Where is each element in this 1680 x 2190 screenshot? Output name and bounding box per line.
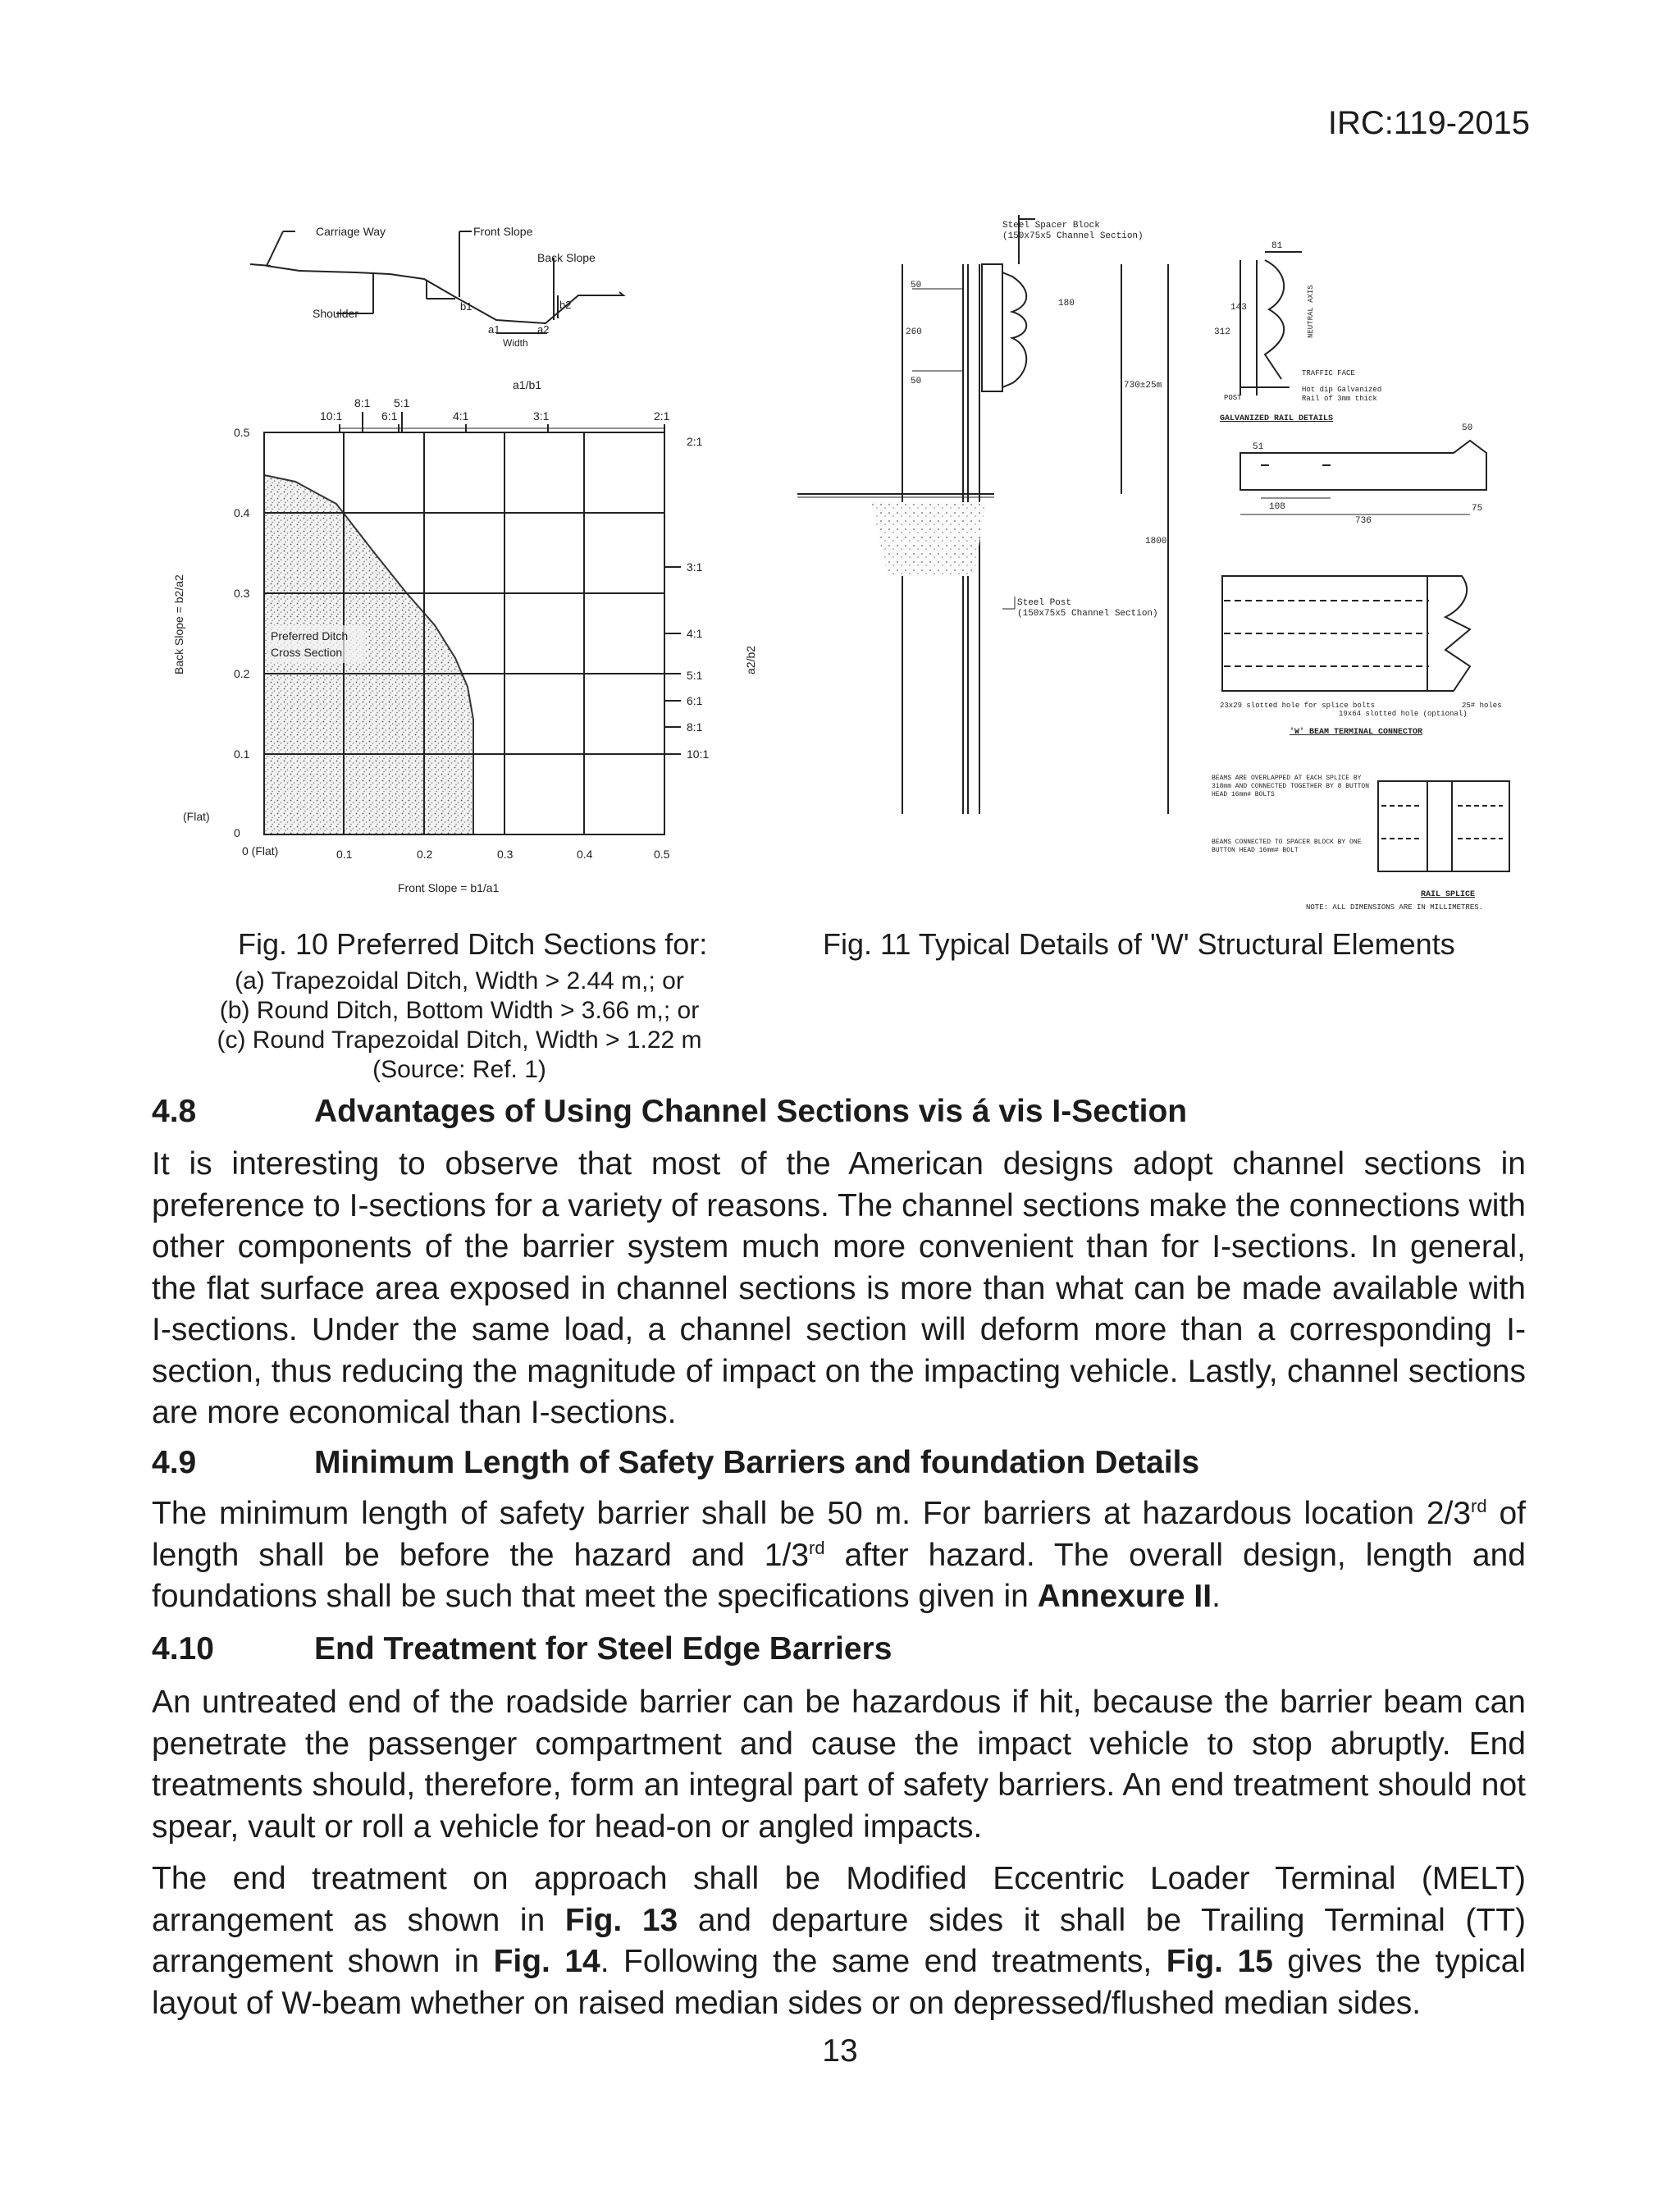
section-title: Minimum Length of Safety Barriers and foundation Details — [314, 1445, 1200, 1480]
label-a1-b1: a1/b1 — [513, 378, 542, 391]
y-tick-0-1: 0.1 — [234, 748, 250, 761]
dim-143: 143 — [1230, 303, 1247, 313]
dim-51: 51 — [1253, 442, 1264, 452]
top-ratio-6: 6:1 — [381, 409, 398, 423]
dim-75: 75 — [1472, 504, 1483, 514]
label-terminal: 'W' BEAM TERMINAL CONNECTOR — [1290, 728, 1423, 737]
text-run: The end treatment on approach shall be Modified Eccentric Loader Terminal (MELT) arrangement as shown in — [152, 1861, 1526, 1938]
x-tick-zero-flat: 0 (Flat) — [242, 844, 279, 857]
x-tick-0-5: 0.5 — [654, 848, 670, 861]
text-run: The minimum length of safety barrier shall be 50 m. For barriers at hazardous location 2/3 — [152, 1496, 1472, 1531]
figure-11-caption: Fig. 11 Typical Details of 'W' Structural Elements — [823, 927, 1455, 961]
label-hot-dip: Hot dip Galvanized — [1302, 386, 1382, 394]
soil-hatch — [871, 502, 986, 576]
top-ratio-8: 8:1 — [354, 396, 371, 409]
fig-14-reference: Fig. 14 — [493, 1944, 600, 1979]
label-front-slope: Front Slope — [473, 225, 533, 238]
right-ratio-6: 6:1 — [687, 694, 703, 707]
y-zero: 0 — [234, 826, 240, 839]
label-b1: b1 — [460, 300, 472, 313]
label-spacer-size: (150x75x5 Channel Section) — [1002, 231, 1144, 241]
right-axis-label: a2/b2 — [744, 645, 757, 674]
label-steel-post: Steel Post — [1017, 598, 1072, 608]
label-b2: b2 — [559, 299, 572, 311]
x-tick-0-3: 0.3 — [497, 848, 514, 861]
right-ratio-10: 10:1 — [687, 748, 710, 761]
section-4-8-paragraph: It is interesting to observe that most of the American designs adopt channel sections in preference to I-sections for a variety of reasons. The channel sections make the connections with other components of the barrier system much more convenient than for I-sections. In general, the flat surface area exposed in channel sections is more than what can be made available with I-sections. Under the same load, a channel section will deform more than a corresponding I-section, thus reducing the magnitude of impact on the impacting vehicle. Lastly, channel sections are more economical than I-sections. — [152, 1146, 1527, 1430]
annexure-reference: Annexure II — [1037, 1579, 1212, 1614]
label-traffic-face: TRAFFIC FACE — [1302, 369, 1355, 377]
top-ratio-4: 4:1 — [453, 409, 469, 423]
label-back-slope: Back Slope — [537, 251, 596, 264]
text-run: . Following the same end treatments, — [600, 1944, 1166, 1979]
section-4-9-heading — [152, 1445, 1199, 1481]
top-ratio-2: 2:1 — [654, 409, 670, 423]
ditch-profile-sketch — [250, 231, 623, 333]
dim-312: 312 — [1214, 327, 1230, 337]
label-galv-rail: GALVANIZED RAIL DETAILS — [1220, 414, 1334, 423]
superscript: rd — [809, 1537, 825, 1558]
text-run: after hazard. The overall design, length and foundations shall be such that meet the specifications given in — [152, 1537, 1526, 1614]
caption-item-c: (c) Round Trapezoidal Ditch, Width > 1.22 m — [217, 1026, 702, 1054]
fig-15-reference: Fig. 15 — [1166, 1944, 1273, 1979]
x-axis-label: Front Slope = b1/a1 — [398, 881, 500, 894]
section-4-9-paragraph — [152, 1493, 1526, 1618]
label-post: POST — [1224, 394, 1242, 402]
rail-splice — [1378, 781, 1509, 871]
text-run: and departure sides it shall be Trailing Terminal (TT) arrangement shown in — [152, 1902, 1526, 1979]
dim-81: 81 — [1271, 241, 1283, 251]
section-title: Advantages of Using Channel Sections vis á vis I-Section — [314, 1094, 1188, 1129]
dim-260: 260 — [906, 327, 922, 337]
label-slotted-opt: 19x64 slotted hole (optional) — [1339, 710, 1468, 718]
dim-108: 108 — [1269, 502, 1285, 512]
y-tick-0-4: 0.4 — [234, 506, 250, 519]
figure-10-caption: Fig. 10 Preferred Ditch Sections for: — [238, 927, 708, 961]
region-label-line2: Cross Section — [271, 646, 343, 659]
right-ratio-ticks — [664, 567, 681, 754]
region-label-line1: Preferred Ditch — [271, 629, 349, 642]
label-rail-splice: RAIL SPLICE — [1421, 890, 1476, 899]
terminal-connector — [1222, 576, 1470, 691]
label-25-holes: 25# holes — [1462, 702, 1502, 710]
label-beams-spacer: BEAMS CONNECTED TO SPACER BLOCK BY ONE BUTTON HEAD 16mm# BOLT — [1212, 839, 1362, 854]
section-number: 4.9 — [152, 1445, 197, 1480]
label-slotted-splice: 23x29 slotted hole for splice bolts — [1220, 702, 1376, 710]
dim-50c: 50 — [1462, 423, 1473, 433]
right-ratio-8: 8:1 — [687, 720, 703, 734]
y-axis-label: Back Slope = b2/a2 — [172, 574, 185, 674]
label-beams-overlap: BEAMS ARE OVERLAPPED AT EACH SPLICE BY 318mm AND CONNECTED TOGETHER BY 8 BUTTON HEAD 16mm# BOLTS — [1212, 775, 1370, 798]
text-run: . — [1212, 1579, 1221, 1614]
section-4-10-paragraph-1: An untreated end of the roadside barrier can be hazardous if hit, because the barrier beam can penetrate the passenger compartment and cause the impact vehicle to stop abruptly. End treatments should, therefore, form an integral part of safety barriers. An end treatment should not spear, vault or roll a vehicle for head-on or angled impacts. — [152, 1685, 1526, 1845]
label-neutral-axis: NEUTRAL AXIS — [1307, 285, 1315, 338]
right-ratio-2: 2:1 — [687, 435, 703, 448]
dim-730: 730±25m — [1124, 381, 1162, 391]
rail-section — [1240, 252, 1302, 395]
label-carriage-way: Carriage Way — [316, 225, 386, 238]
top-ratio-3: 3:1 — [533, 409, 550, 423]
dim-180: 180 — [1058, 299, 1075, 309]
dim-50b: 50 — [911, 377, 922, 386]
x-tick-0-2: 0.2 — [417, 848, 433, 861]
y-tick-0-3: 0.3 — [234, 587, 250, 600]
right-ratio-4: 4:1 — [687, 627, 703, 640]
right-ratio-5: 5:1 — [687, 669, 703, 682]
figure-10-caption-items — [152, 967, 767, 1085]
page-number: 13 — [822, 2033, 858, 2069]
section-4-10-heading — [152, 1631, 892, 1667]
label-width: Width — [503, 337, 528, 349]
y-tick-0-2: 0.2 — [234, 667, 250, 680]
label-steel-post-size: (150x75x5 Channel Section) — [1017, 609, 1158, 619]
section-number: 4.8 — [152, 1094, 197, 1129]
section-4-10-paragraph-2 — [152, 1859, 1526, 2024]
section-number: 4.10 — [152, 1631, 214, 1667]
label-note: NOTE: ALL DIMENSIONS ARE IN MILLIMETRES. — [1306, 903, 1484, 912]
x-tick-0-4: 0.4 — [577, 848, 593, 861]
caption-item-a: (a) Trapezoidal Ditch, Width > 2.44 m,; or — [235, 967, 684, 994]
text-run: of length shall be before the hazard and 1/3 — [152, 1496, 1526, 1573]
caption-item-b: (b) Round Ditch, Bottom Width > 3.66 m,; or — [219, 997, 700, 1024]
y-flat-label: (Flat) — [183, 810, 210, 823]
section-4-8-heading — [152, 1094, 1187, 1130]
top-ratio-10: 10:1 — [320, 409, 343, 423]
right-ratio-3: 3:1 — [687, 560, 703, 574]
label-spacer-block: Steel Spacer Block — [1002, 221, 1100, 231]
superscript: rd — [1471, 1496, 1487, 1516]
figure-10-ditch-chart — [152, 215, 767, 921]
y-tick-0-5: 0.5 — [234, 426, 250, 439]
text-run: gives the typical layout of W-beam whether on raised median sides or on depressed/flushed median sides. — [152, 1944, 1526, 2021]
top-ratio-5: 5:1 — [394, 396, 410, 409]
dim-1800: 1800 — [1145, 537, 1167, 546]
label-a1: a1 — [488, 323, 500, 336]
x-tick-0-1: 0.1 — [336, 848, 353, 861]
caption-source: (Source: Ref. 1) — [372, 1056, 546, 1083]
fig-13-reference: Fig. 13 — [564, 1902, 678, 1938]
document-id: IRC:119-2015 — [1327, 105, 1530, 141]
dim-50a: 50 — [911, 281, 922, 290]
label-shoulder: Shoulder — [313, 307, 359, 320]
section-title: End Treatment for Steel Edge Barriers — [314, 1631, 892, 1667]
dim-736: 736 — [1355, 516, 1372, 526]
label-rail-thick: Rail of 3mm thick — [1302, 395, 1377, 403]
figure-11-w-beam-details — [797, 215, 1519, 912]
label-a2: a2 — [537, 323, 550, 336]
